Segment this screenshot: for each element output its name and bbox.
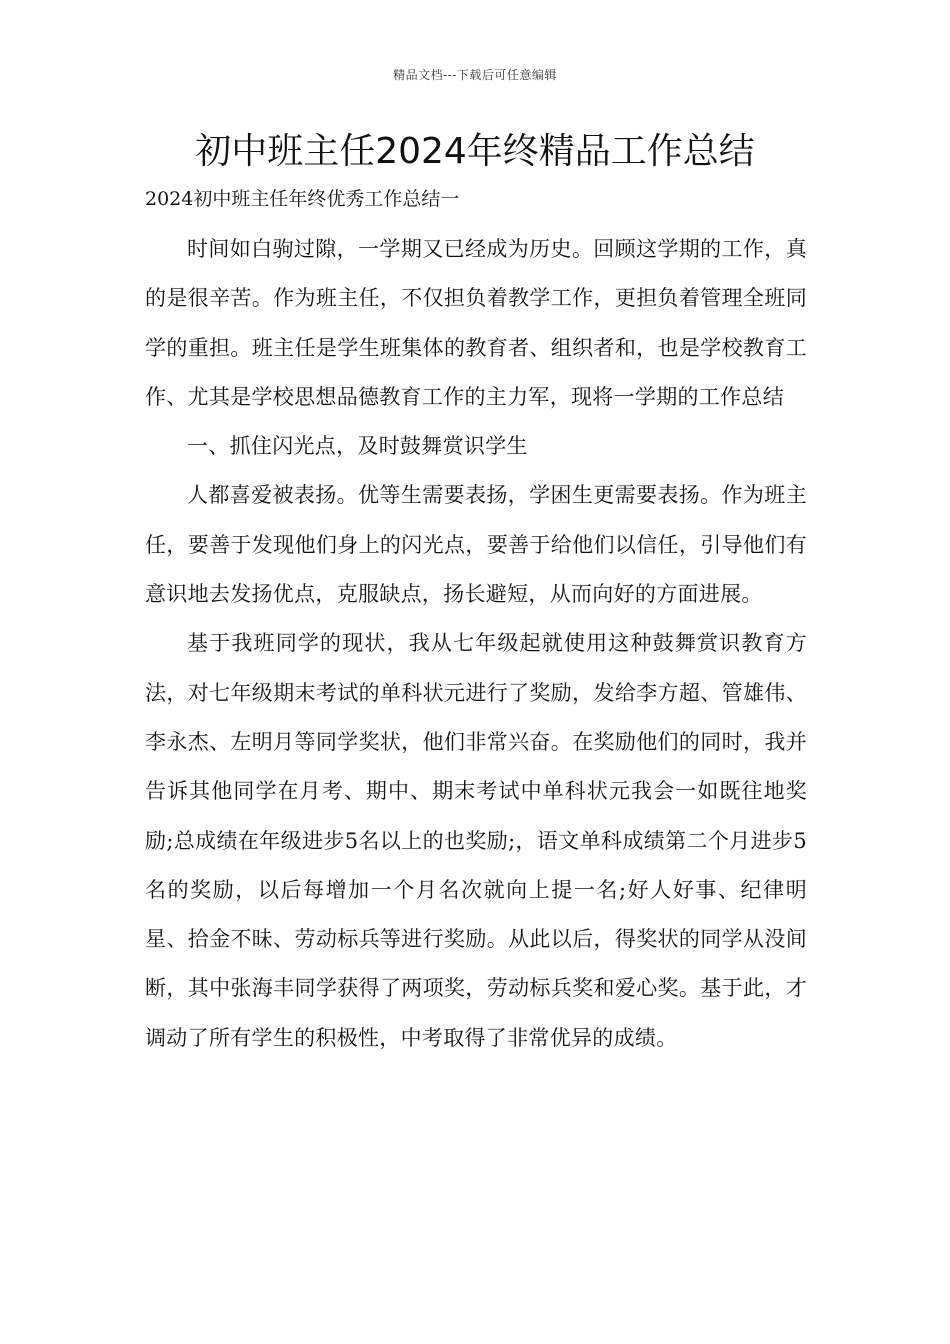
paragraph-intro: 时间如白驹过隙，一学期又已经成为历史。回顾这学期的工作，真的是很辛苦。作为班主任，不仅担负着教学工作，更担负着管理全班同学的重担。班主任是学生班集体的教育者、组织者和，也是学校教育工作、尤其是学校思想品德教育工作的主力军，现将一学期的工作总结 — [145, 237, 807, 409]
document-body — [145, 225, 807, 1063]
document-subtitle: 2024初中班主任年终优秀工作总结一 — [145, 188, 460, 210]
paragraph-rewards: 基于我班同学的现状，我从七年级起就使用这种鼓舞赏识教育方法，对七年级期末考试的单科状元进行了奖励，发给李方超、管雄伟、李永杰、左明月等同学奖状，他们非常兴奋。在奖励他们的同时，我并告诉其他同学在月考、期中、期末考试中单科状元我会一如既往地奖励;总成绩在年级进步5名以上的也奖励;，语文单科成绩第二个月进步5名的奖励，以后每增加一个月名次就向上提一名;好人好事、纪律明星、拾金不昧、劳动标兵等进行奖励。从此以后，得奖状的同学从没间断，其中张海丰同学获得了两项奖，劳动标兵奖和爱心奖。基于此，才调动了所有学生的积极性，中考取得了非常优异的成绩。 — [145, 631, 807, 1050]
header-note: 精品文档---下载后可任意编辑 — [393, 68, 557, 82]
paragraph-praise: 人都喜爱被表扬。优等生需要表扬，学困生更需要表扬。作为班主任，要善于发现他们身上的闪光点，要善于给他们以信任，引导他们有意识地去发扬优点，克服缺点，扬长避短，从而向好的方面进展。 — [145, 483, 807, 607]
section-heading-1: 一、抓住闪光点，及时鼓舞赏识学生 — [187, 434, 528, 459]
document-title: 初中班主任2024年终精品工作总结 — [195, 131, 755, 172]
